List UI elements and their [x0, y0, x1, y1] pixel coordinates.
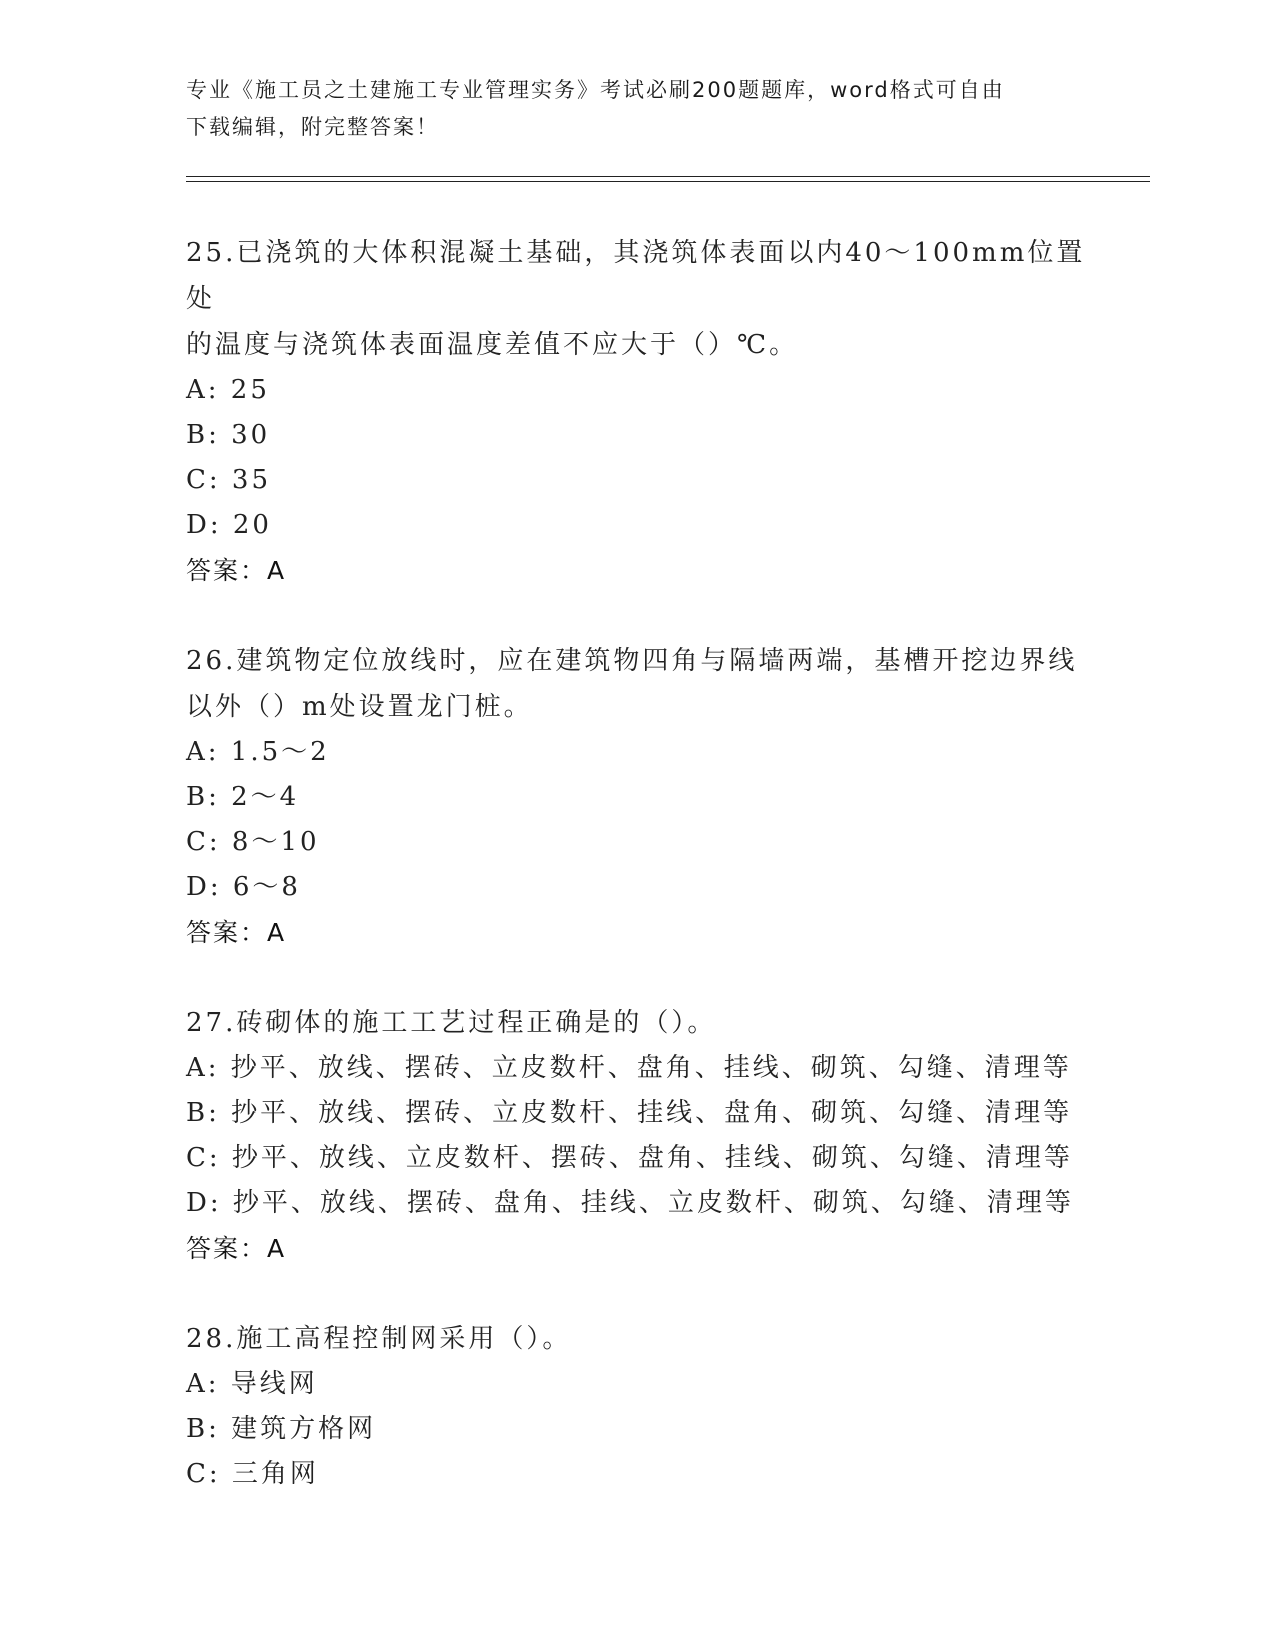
option-b: B: 30 — [186, 420, 271, 450]
question-27 — [186, 1000, 1086, 1272]
option-d: D: 20 — [186, 510, 272, 540]
option-a: A: 导线网 — [186, 1369, 318, 1399]
answer-label: 答案：A — [186, 918, 287, 947]
option-a: A: 25 — [186, 375, 270, 405]
question-25 — [186, 230, 1086, 594]
header-divider-bottom — [186, 181, 1150, 182]
document-header — [186, 72, 1066, 146]
option-c: C: 35 — [186, 465, 272, 495]
option-c: C: 抄平、放线、立皮数杆、摆砖、盘角、挂线、砌筑、勾缝、清理等 — [186, 1143, 1073, 1173]
question-stem — [186, 638, 1086, 730]
question-stem-line: 28.施工高程控制网采用（）。 — [186, 1324, 572, 1354]
header-line-1: 专业《施工员之土建施工专业管理实务》考试必刷200题题库，word格式可自由 — [186, 78, 1005, 102]
question-stem-line: 26.建筑物定位放线时，应在建筑物四角与隔墙两端，基槽开挖边界线 — [186, 646, 1078, 676]
option-b: B: 建筑方格网 — [186, 1414, 377, 1444]
option-c: C: 三角网 — [186, 1459, 319, 1489]
option-b: B: 2～4 — [186, 782, 300, 812]
option-d: D: 抄平、放线、摆砖、盘角、挂线、立皮数杆、砌筑、勾缝、清理等 — [186, 1188, 1074, 1218]
question-list — [186, 230, 1086, 1541]
answer-label: 答案：A — [186, 1234, 287, 1263]
question-28 — [186, 1316, 1086, 1497]
question-stem — [186, 1000, 1086, 1046]
answer-label: 答案：A — [186, 556, 287, 585]
question-stem — [186, 230, 1086, 368]
option-b: B: 抄平、放线、摆砖、立皮数杆、挂线、盘角、砌筑、勾缝、清理等 — [186, 1098, 1073, 1128]
option-a: A: 抄平、放线、摆砖、立皮数杆、盘角、挂线、砌筑、勾缝、清理等 — [186, 1053, 1072, 1083]
option-d: D: 6～8 — [186, 872, 301, 902]
question-stem-line: 以外（）m处设置龙门桩。 — [186, 692, 533, 722]
question-stem — [186, 1316, 1086, 1362]
question-stem-line: 25.已浇筑的大体积混凝土基础，其浇筑体表面以内40～100mm位置处 — [186, 238, 1086, 314]
option-c: C: 8～10 — [186, 827, 320, 857]
option-a: A: 1.5～2 — [186, 737, 330, 767]
question-stem-line: 27.砖砌体的施工工艺过程正确是的（）。 — [186, 1008, 717, 1038]
header-divider-top — [186, 176, 1150, 177]
question-26 — [186, 638, 1086, 956]
header-line-2: 下载编辑，附完整答案！ — [186, 115, 439, 139]
question-stem-line: 的温度与浇筑体表面温度差值不应大于（）℃。 — [186, 330, 799, 360]
